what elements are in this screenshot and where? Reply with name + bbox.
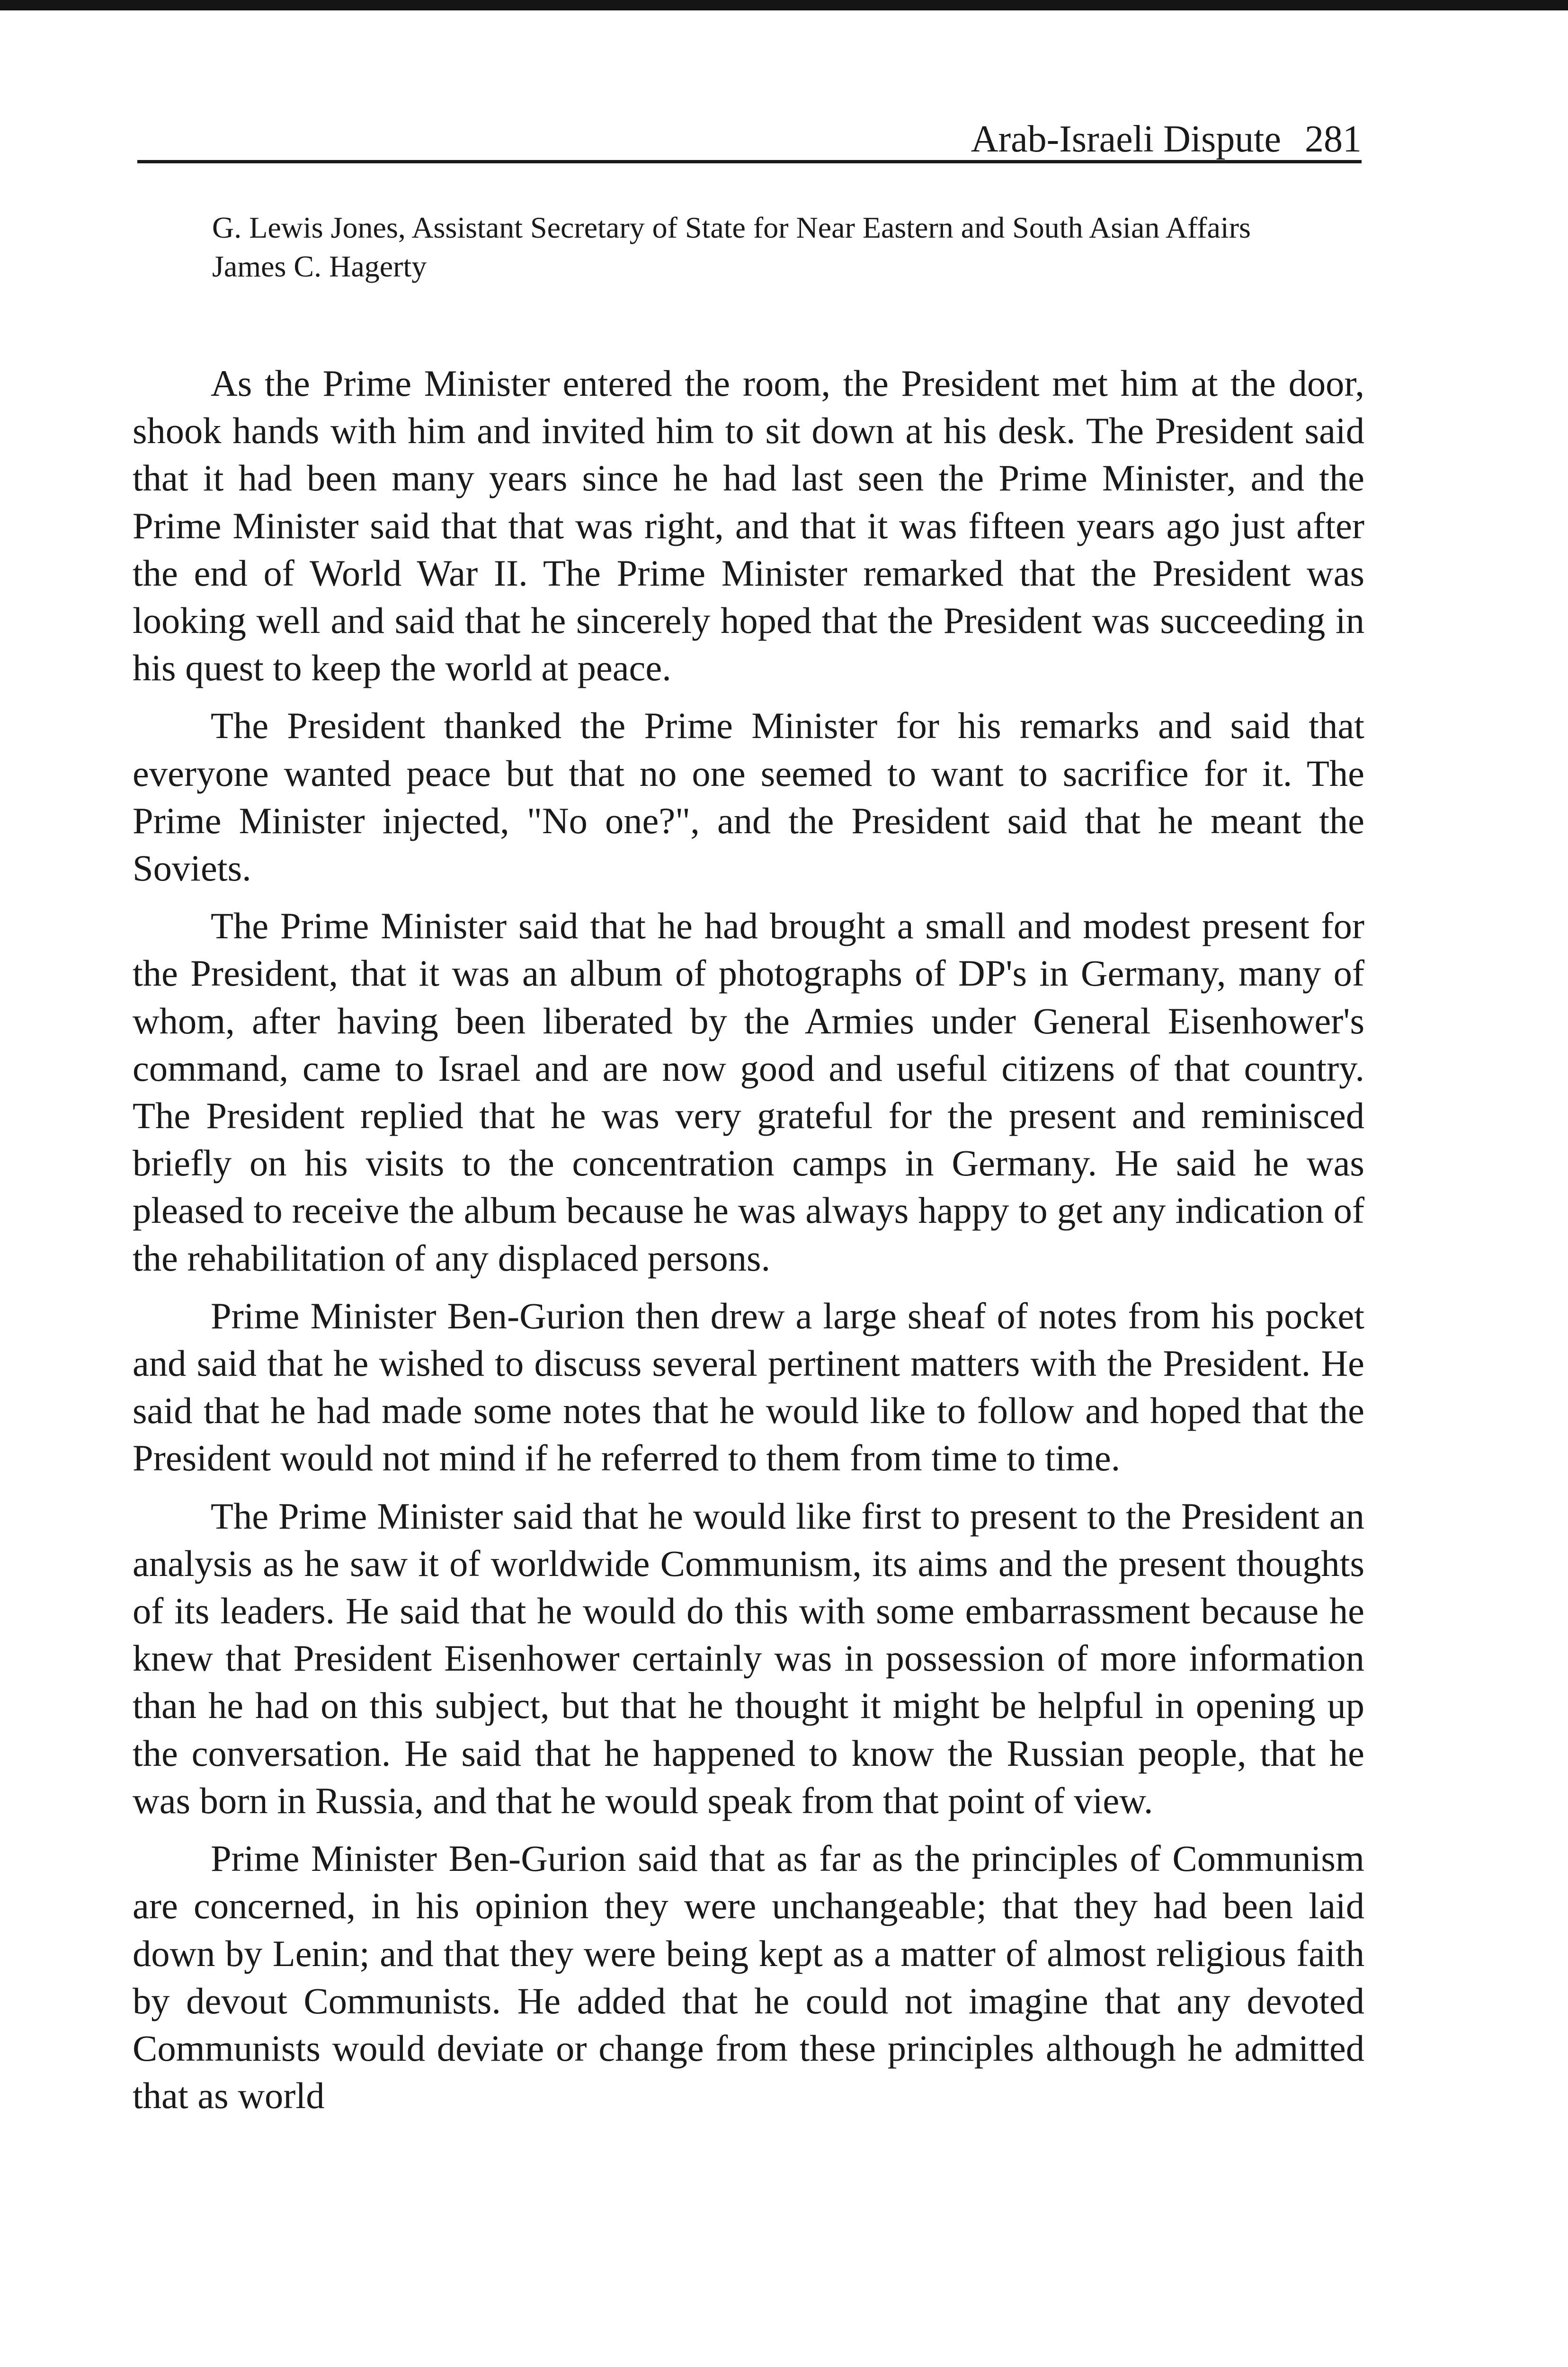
- paragraph: Prime Minister Ben-Gurion said that as far as the principles of Communism are concerned, in his opinion they were unchangeable; that they had been laid down by Lenin; and that they were being kept as a matter of almost religious faith by devout Communists. He added that he could not imagine that any devoted Communists would deviate or change from these principles although he admitted that as world: [133, 1838, 1364, 2117]
- paragraph: The Prime Minister said that he had brought a small and modest present for the President, that it was an album of photographs of DP's in Germany, many of whom, after having been liberated by the Armies under General Eisenhower's command, came to Israel and are now good and useful citizens of that country. The President replied that he was very grateful for the present and reminisced briefly on his visits to the concentration camps in Germany. He said he was pleased to receive the album because he was always happy to get any indication of the rehabilitation of any displaced persons.: [133, 905, 1364, 1279]
- page-number: 281: [1305, 118, 1362, 160]
- paragraph: Prime Minister Ben-Gurion then drew a large sheaf of notes from his pocket and said that he wished to discuss several pertinent matters with the President. He said that he had made some notes that he would like to follow and hoped that the President would not mind if he referred to them from time to time.: [133, 1295, 1364, 1479]
- running-head: [971, 120, 1362, 158]
- attendee-item: G. Lewis Jones, Assistant Secretary of State for Near Eastern and South Asian Affairs: [212, 211, 1251, 244]
- page-header: [137, 108, 1362, 163]
- attendee-item: James C. Hagerty: [212, 249, 427, 283]
- paragraph: The President thanked the Prime Minister for his remarks and said that everyone wanted peace but that no one seemed to want to sacrifice for it. The Prime Minister injected, "No one?", and the President said that he meant the Soviets.: [133, 705, 1364, 889]
- running-title: Arab-Israeli Dispute: [971, 118, 1281, 160]
- scan-top-edge: [0, 0, 1568, 10]
- body-text: [133, 360, 1364, 2130]
- paragraph: The Prime Minister said that he would like first to present to the President an analysis as he saw it of worldwide Communism, its aims and the present thoughts of its leaders. He said that he would do this with some embarrassment because he knew that President Eisenhower certainly was in possession of more information than he had on this subject, but that he thought it might be helpful in opening up the conversation. He said that he happened to know the Russian people, that he was born in Russia, and that he would speak from that point of view.: [133, 1495, 1364, 1821]
- paragraph: As the Prime Minister entered the room, the President met him at the door, shook hands with him and invited him to sit down at his desk. The President said that it had been many years since he had last seen the Prime Minister, and the Prime Minister said that that was right, and that it was fifteen years ago just after the end of World War II. The Prime Minister remarked that the President was looking well and said that he sincerely hoped that the President was succeeding in his quest to keep the world at peace.: [133, 363, 1364, 689]
- attendee-list: [212, 208, 1329, 286]
